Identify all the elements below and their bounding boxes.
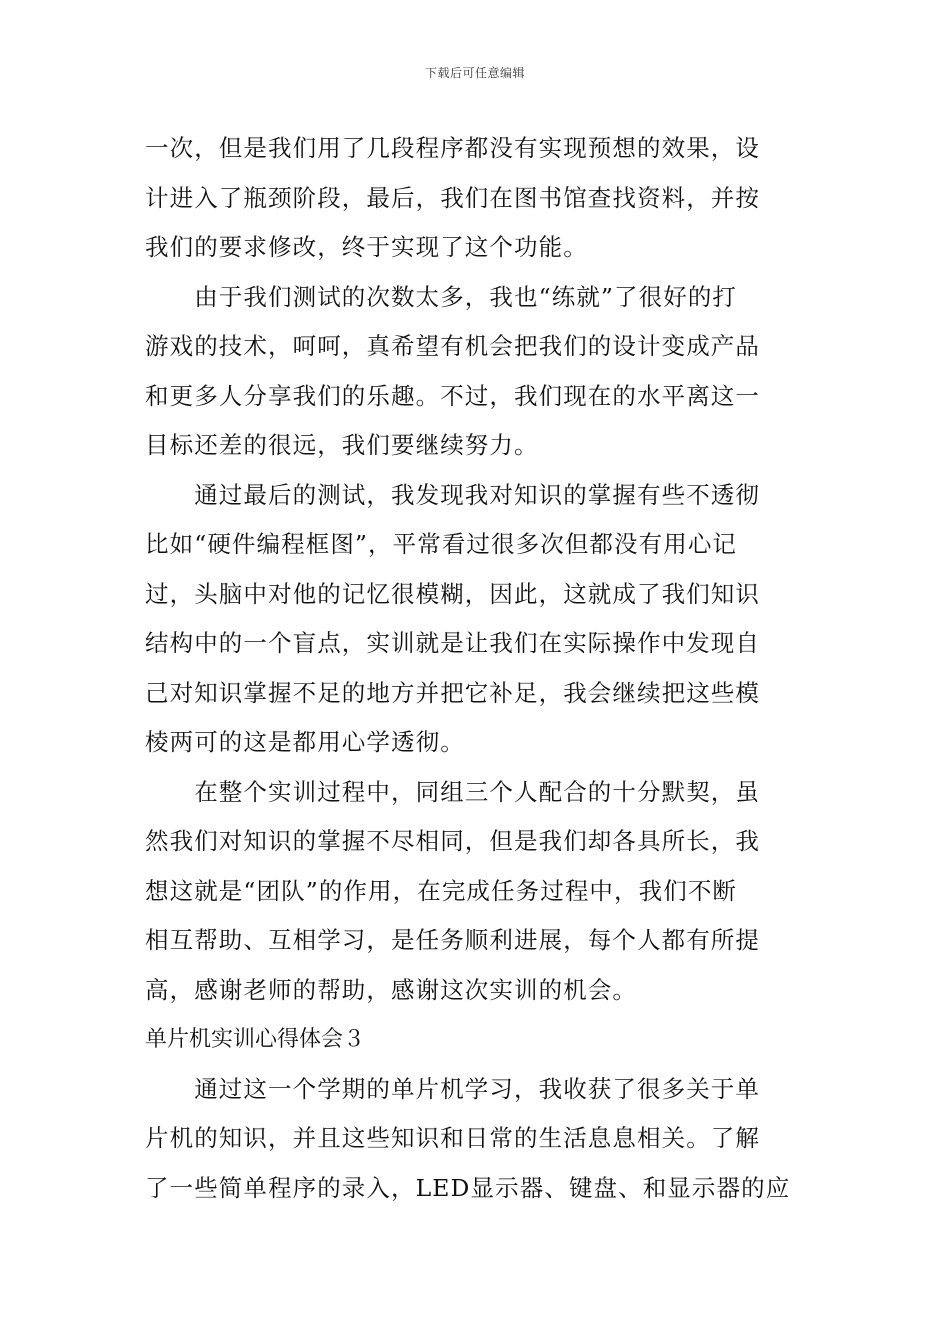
text-line: 通过这一个学期的单片机学习，我收获了很多关于单 — [145, 1074, 760, 1103]
text-line: 过，头脑中对他的记忆很模糊，因此，这就成了我们知识 — [145, 579, 760, 608]
text-line: 目标还差的很远，我们要继续努力。 — [145, 431, 539, 459]
text-line: 棱两可的这是都用心学透彻。 — [145, 728, 465, 756]
text-line: 己对知识掌握不足的地方并把它补足，我会继续把这些模 — [145, 678, 760, 707]
text-line: 计进入了瓶颈阶段，最后，我们在图书馆查找资料，并按 — [145, 183, 760, 212]
text-line: 一次，但是我们用了几段程序都没有实现预想的效果，设 — [145, 134, 760, 162]
section-title: 单片机实训心得体会３ — [145, 1027, 366, 1052]
document-body — [145, 124, 807, 1213]
text-line: 比如“硬件编程框图”，平常看过很多次但都没有用心记 — [145, 530, 738, 558]
text-line: 相互帮助、互相学习，是任务顺利进展，每个人都有所提 — [145, 926, 760, 954]
text-line: 通过最后的测试，我发现我对知识的掌握有些不透彻 — [145, 480, 760, 509]
text-line: 游戏的技术，呵呵，真希望有机会把我们的设计变成产品 — [145, 332, 760, 360]
text-line: 高，感谢老师的帮助，感谢这次实训的机会。 — [145, 975, 637, 1004]
text-line: 然我们对知识的掌握不尽相同，但是我们却各具所长，我 — [145, 827, 760, 855]
page-header: 下载后可任意编辑 — [424, 66, 525, 80]
text-line: 在整个实训过程中，同组三个人配合的十分默契，虽 — [145, 777, 760, 806]
text-line: 和更多人分享我们的乐趣。不过，我们现在的水平离这一 — [145, 381, 760, 410]
text-line: 我们的要求修改，终于实现了这个功能。 — [145, 233, 588, 261]
text-line: 由于我们测试的次数太多，我也“练就”了很好的打 — [145, 282, 738, 311]
text-line: 结构中的一个盲点，实训就是让我们在实际操作中发现自 — [145, 629, 760, 657]
text-line: 了一些简单程序的录入，LED显示器、键盘、和显示器的应 — [145, 1173, 791, 1202]
text-line: 片机的知识，并且这些知识和日常的生活息息相关。了解 — [145, 1124, 760, 1152]
text-line: 想这就是“团队”的作用，在完成任务过程中，我们不断 — [145, 876, 738, 905]
